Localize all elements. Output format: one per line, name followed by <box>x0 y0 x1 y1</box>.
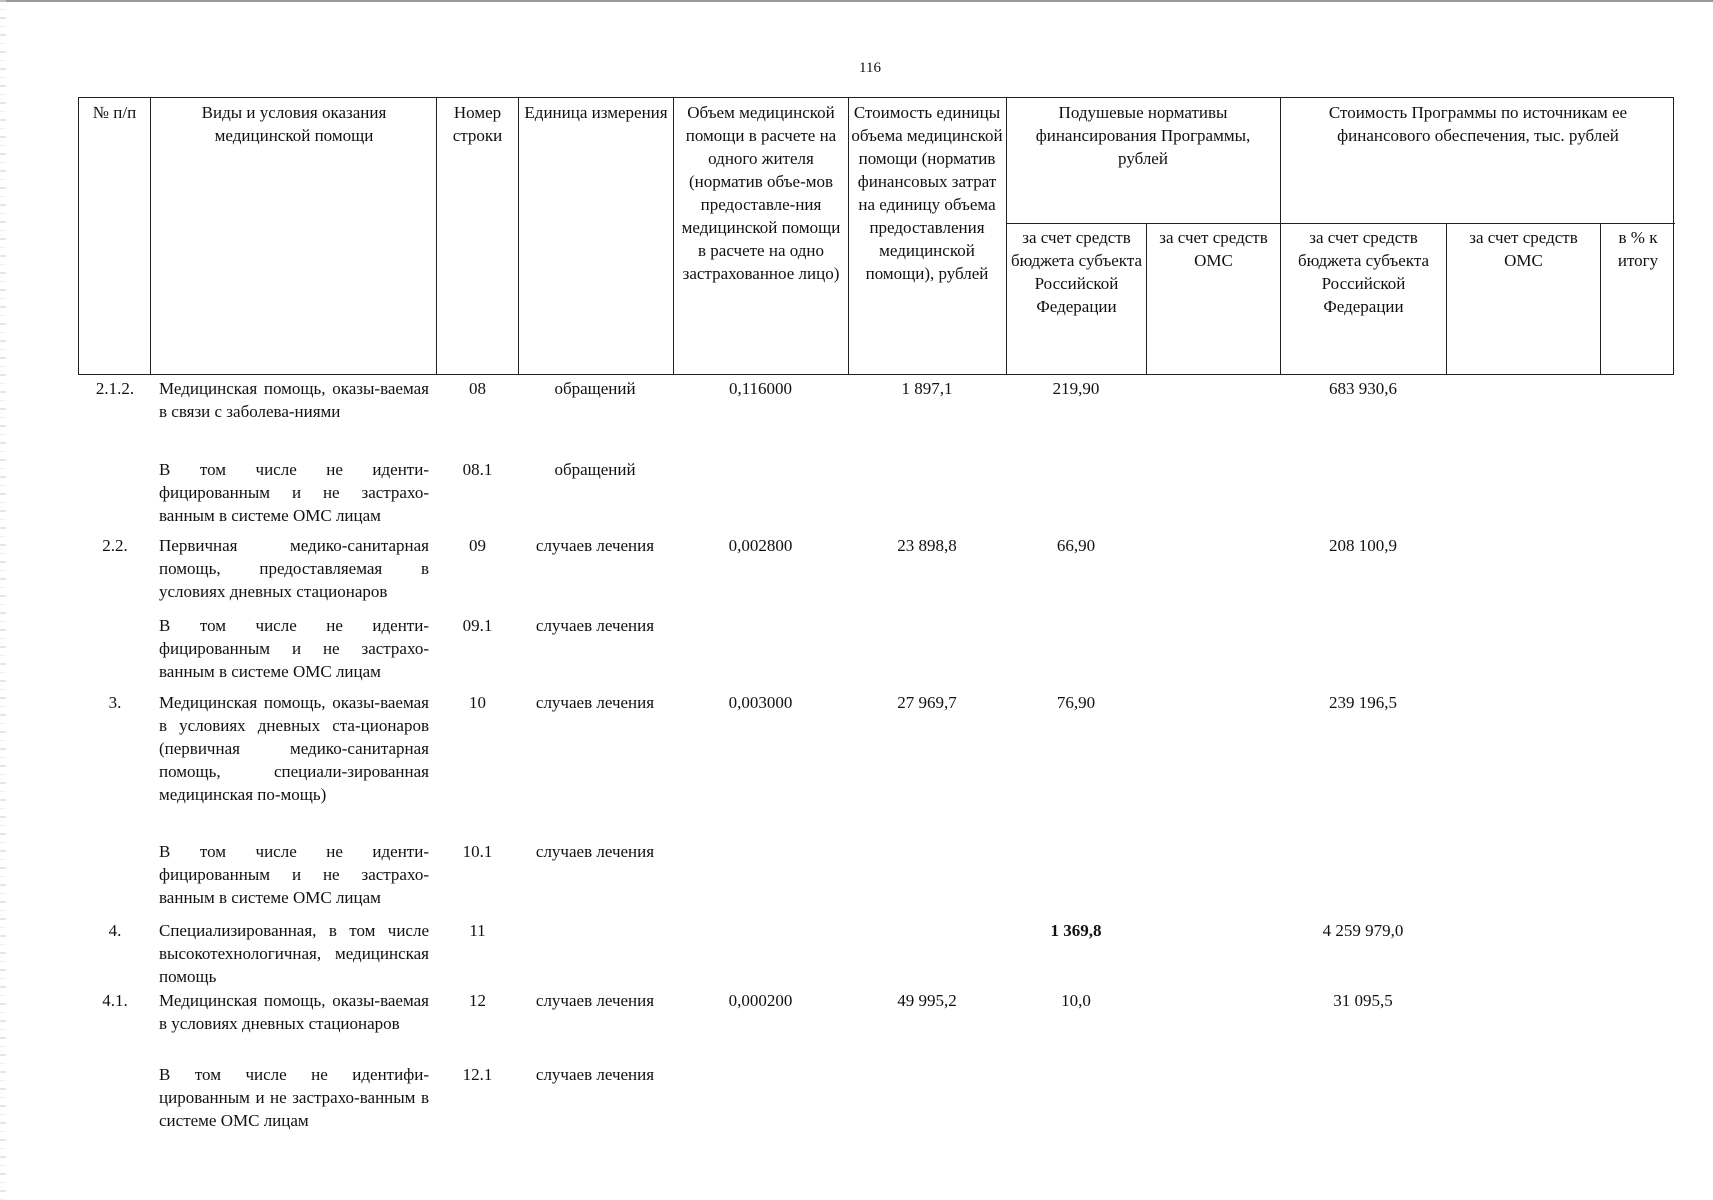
row-unit-cell: обращений <box>554 379 636 398</box>
row-program-budget-cell: 31 095,5 <box>1333 991 1393 1010</box>
row-name-cell: В том числе не иденти-фицированным и не застрахо-ванным в системе ОМС лицам <box>159 842 429 907</box>
row-program-budget-cell: 4 259 979,0 <box>1322 921 1404 940</box>
row-budget-cell: 66,90 <box>1056 536 1096 555</box>
row-line-cell: 08.1 <box>462 460 493 479</box>
header-volume: Объем медицинской помощи в расчете на одного жителя (норматив объе-мов предоставле-ния медицинской помощи в расчете на одно застрахованное лицо) <box>681 103 841 283</box>
row-unit-cell: случаев лечения <box>535 991 655 1010</box>
header-unit: Единица измерения <box>524 103 668 122</box>
row-budget-cell: 219,90 <box>1052 379 1100 398</box>
row-program-budget-cell: 683 930,6 <box>1329 379 1397 398</box>
header-program-cost: Стоимость Программы по источникам ее финансового обеспечения, тыс. рублей <box>1328 103 1628 145</box>
row-line-cell: 09 <box>469 536 486 555</box>
header-cost: Стоимость единицы объема медицинской помощи (норматив финансовых затрат на единицу объема предоставления медицинской помощи), рублей <box>851 103 1003 283</box>
row-unit-cell: случаев лечения <box>535 616 655 635</box>
row-unit-cell: случаев лечения <box>535 842 655 861</box>
row-number-cell: 3. <box>108 693 122 712</box>
header-no: № п/п <box>92 103 137 122</box>
row-name-cell: Медицинская помощь, оказы-ваемая в условиях дневных стационаров <box>159 991 429 1033</box>
row-cost-cell: 49 995,2 <box>897 991 957 1010</box>
row-program-budget-cell: 239 196,5 <box>1329 693 1397 712</box>
row-line-cell: 11 <box>469 921 486 940</box>
header-per-capita: Подушевые нормативы финансирования Программы, рублей <box>1035 103 1251 168</box>
row-budget-cell: 76,90 <box>1056 693 1096 712</box>
row-line-cell: 09.1 <box>462 616 493 635</box>
row-name-cell: Специализированная, в том числе высокотехнологичная, медицинская помощь <box>159 921 429 986</box>
header-row-number: Номер строки <box>452 103 503 145</box>
header-per-capita-oms: за счет средств ОМС <box>1159 228 1268 270</box>
row-line-cell: 08 <box>469 379 486 398</box>
row-unit-cell: обращений <box>554 460 636 479</box>
row-name-cell: В том числе не иденти-фицированным и не застрахо-ванным в системе ОМС лицам <box>159 616 429 681</box>
header-per-capita-budget: за счет средств бюджета субъекта Российской Федерации <box>1010 228 1142 316</box>
row-unit-cell: случаев лечения <box>535 693 655 712</box>
top-rule <box>0 0 1713 2</box>
row-unit-cell: случаев лечения <box>535 1065 655 1084</box>
row-cost-cell: 27 969,7 <box>897 693 957 712</box>
row-cost-cell: 23 898,8 <box>897 536 957 555</box>
row-program-budget-cell: 208 100,9 <box>1329 536 1397 555</box>
row-name-cell: В том числе не иденти-фицированным и не застрахо-ванным в системе ОМС лицам <box>159 460 429 525</box>
row-name-cell: Медицинская помощь, оказы-ваемая в условиях дневных ста-ционаров (первичная медико-санитарная помощь, специали-зированная медицинская по-мощь) <box>159 693 429 804</box>
row-volume-cell: 0,002800 <box>728 536 793 555</box>
row-name-cell: Первичная медико-санитарная помощь, предоставляемая в условиях дневных стационаров <box>159 536 429 601</box>
header-program-budget: за счет средств бюджета субъекта Российской Федерации <box>1297 228 1429 316</box>
row-name-cell: Медицинская помощь, оказы-ваемая в связи с заболева-ниями <box>159 379 429 421</box>
row-budget-cell: 1 369,8 <box>1050 921 1102 940</box>
header-types: Виды и условия оказания медицинской помощи <box>201 103 387 145</box>
row-name-cell: В том числе не идентифи-цированным и не застрахо-ванным в системе ОМС лицам <box>159 1065 429 1130</box>
row-line-cell: 10 <box>469 693 486 712</box>
row-line-cell: 10.1 <box>462 842 493 861</box>
page-number: 116 <box>859 60 881 76</box>
header-program-oms: за счет средств ОМС <box>1469 228 1578 270</box>
row-budget-cell: 10,0 <box>1061 991 1091 1010</box>
row-volume-cell: 0,000200 <box>728 991 793 1010</box>
row-unit-cell: случаев лечения <box>535 536 655 555</box>
table-header <box>78 97 1674 375</box>
scan-edge <box>0 0 6 1200</box>
row-line-cell: 12 <box>469 991 486 1010</box>
header-program-pct: в % к итогу <box>1617 228 1659 270</box>
row-number-cell: 4.1. <box>102 991 128 1010</box>
row-volume-cell: 0,003000 <box>728 693 793 712</box>
row-cost-cell: 1 897,1 <box>901 379 953 398</box>
row-number-cell: 2.1.2. <box>95 379 135 398</box>
row-number-cell: 4. <box>108 921 122 940</box>
row-volume-cell: 0,116000 <box>728 379 793 398</box>
row-number-cell: 2.2. <box>102 536 128 555</box>
row-line-cell: 12.1 <box>462 1065 493 1084</box>
